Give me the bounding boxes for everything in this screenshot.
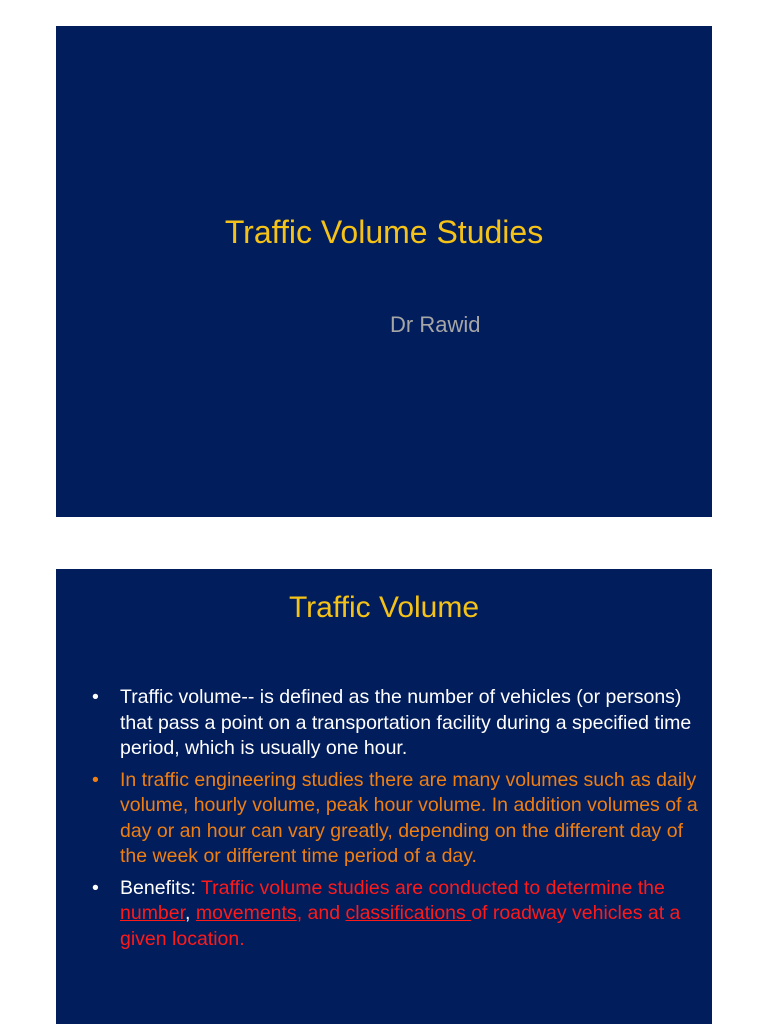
slide-traffic-volume [56, 569, 712, 1024]
benefits-label: Benefits: [120, 876, 201, 899]
bullet-icon: • [92, 768, 99, 791]
bullet-volume-types [92, 768, 702, 870]
slide-title [56, 26, 712, 517]
bullet-definition-text: Traffic volume-- is defined as the number of vehicles (or persons) that pass a point on a transportation facility during a specified time period, which is usually one hour. [120, 686, 692, 759]
separator-2: , and [296, 902, 346, 924]
link-classifications[interactable]: classifications [345, 902, 472, 924]
link-number[interactable]: number [120, 902, 186, 924]
bullet-benefits [92, 876, 702, 953]
bullet-list [92, 685, 702, 958]
slide-author: Dr Rawid [390, 312, 481, 337]
bullet-icon: • [92, 876, 99, 899]
bullet-volume-types-text: In traffic engineering studies there are many volumes such as daily volume, hourly volume, peak hour volume. In addition volumes of a day or an hour can vary greatly, depending on the different day of the week or different time period of a day. [120, 768, 698, 867]
bullet-icon: • [92, 686, 99, 708]
bullet-definition [92, 685, 702, 762]
slide-title-heading: Traffic Volume Studies [224, 214, 544, 250]
benefits-text-a: Traffic volume studies are conducted to determine the [200, 876, 665, 899]
separator-1: , [185, 902, 196, 924]
slide-heading: Traffic Volume [288, 591, 480, 624]
benefits-text-b: of roadway vehicles at a given location. [120, 902, 681, 950]
link-movements[interactable]: movements [195, 902, 297, 924]
